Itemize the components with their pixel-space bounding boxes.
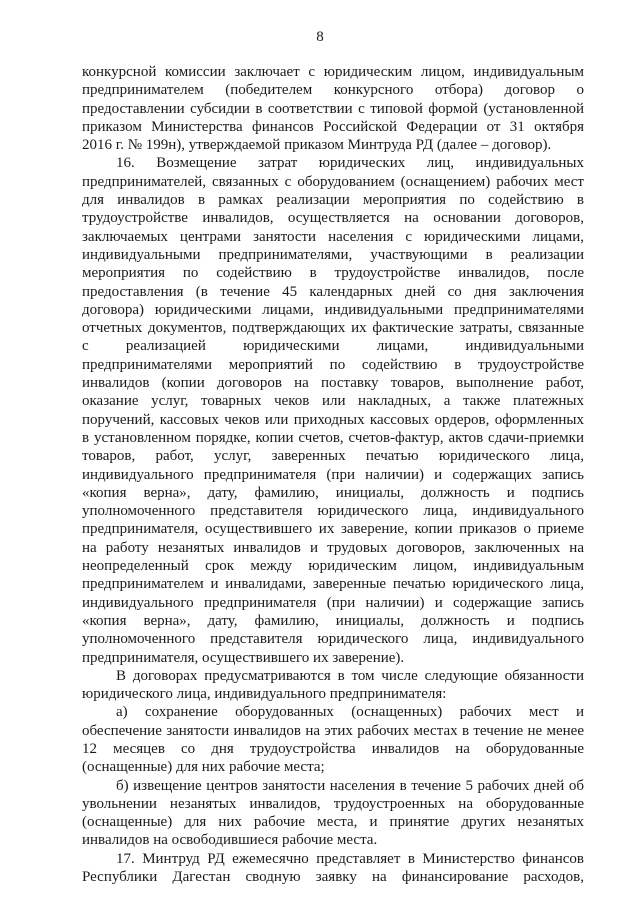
text-line: 16. Возмещение затрат юридических лиц, индивидуальных <box>116 155 584 172</box>
text-line: поручений, кассовых чеков или приходных кассовых ордеров, оформленных <box>82 411 584 428</box>
text-line: инвалидов (копии договоров на поставку товаров, выполнение работ, <box>82 375 584 392</box>
text-line: оказание услуг, товарных чеков или накладных, а также платежных <box>82 393 584 410</box>
text-line: индивидуальными предпринимателями, участвующими в реализации <box>82 246 584 263</box>
text-line: а) сохранение оборудованных (оснащенных) рабочих мест и <box>116 704 584 721</box>
text-line: неопределенный срок между юридическим лицом, индивидуальным <box>82 558 584 575</box>
text-line: В договорах предусматриваются в том числе следующие обязанности <box>116 667 584 684</box>
text-line: товаров, работ, услуг, заверенных печатью юридического лица, <box>82 448 584 465</box>
text-line: с реализацией юридическими лицами, индивидуальными <box>82 338 584 355</box>
text-line: предпринимателя, осуществившего их заверение, копии приказов о приеме <box>82 521 584 538</box>
text-line: предпринимателя, осуществившего их заверение). <box>82 649 405 666</box>
text-line: Республики Дагестан сводную заявку на финансирование расходов, <box>82 869 584 886</box>
text-line: для инвалидов в рамках реализации мероприятия по содействию в <box>82 192 584 209</box>
text-line: (оснащенные) для них рабочие места, и принятие других незанятых <box>82 814 584 831</box>
text-line: трудоустройстве инвалидов, осуществляется на основании договоров, <box>82 210 584 227</box>
text-line: конкурсной комиссии заключает с юридическим лицом, индивидуальным <box>82 64 584 80</box>
text-line: индивидуального предпринимателя (при наличии) и содержащих запись <box>82 466 584 483</box>
text-line: 2016 г. № 199н), утверждаемой приказом Минтруда РД (далее – договор). <box>82 137 552 154</box>
text-line: юридического лица, индивидуального предпринимателя: <box>82 686 447 703</box>
text-line: в установленном порядке, копии счетов, счетов-фактур, актов сдачи-приемки <box>82 429 584 446</box>
text-line: отчетных документов, подтверждающих их фактические затраты, связанные <box>82 320 584 337</box>
text-line: (оснащенные) для них рабочие места; <box>82 759 325 776</box>
text-line: уполномоченного представителя юридического лица, индивидуального <box>82 503 584 520</box>
text-line: приказом Министерства финансов Российской Федерации от 31 октября <box>82 118 584 135</box>
text-line: предпринимателей, связанных с оборудованием (оснащением) рабочих мест <box>82 173 584 190</box>
text-line: уполномоченного представителя юридического лица, индивидуального <box>82 631 584 648</box>
page-number: 8 <box>316 29 324 45</box>
text-line: «копия верна», дату, фамилию, инициалы, должность и подпись <box>82 484 584 501</box>
text-line: предпринимателем и инвалидами, заверенные печатью юридического лица, <box>82 576 584 593</box>
text-line: предпринимателями мероприятий по содействию в трудоустройстве <box>82 356 584 373</box>
text-line: увольнении незанятых инвалидов, трудоустроенных на оборудованные <box>82 795 584 812</box>
text-line: на работу незанятых инвалидов и трудовых договоров, заключенных на <box>82 539 584 556</box>
text-line: договора) юридическими лицами, индивидуальными предпринимателями <box>82 301 584 318</box>
text-line: инвалидов на освободившиеся рабочие места. <box>82 832 378 849</box>
text-line: индивидуального предпринимателя (при наличии) и содержащие запись <box>82 594 584 611</box>
text-line: обеспечение занятости инвалидов на этих рабочих местах в течение не менее <box>82 722 584 739</box>
document-body <box>82 63 584 886</box>
text-line: 17. Минтруд РД ежемесячно представляет в Министерство финансов <box>116 850 584 867</box>
text-line: «копия верна», дату, фамилию, инициалы, должность и подпись <box>82 612 584 629</box>
text-line: заключаемых центрами занятости населения с юридическими лицами, <box>82 228 584 245</box>
text-line: мероприятия по содействию в трудоустройстве инвалидов, после <box>82 265 584 282</box>
text-line: б) извещение центров занятости населения в течение 5 рабочих дней об <box>116 777 584 794</box>
text-line: предоставления (в течение 45 календарных дней со дня заключения <box>82 283 584 300</box>
text-line: предпринимателем (победителем конкурсного отбора) договор о <box>82 82 584 99</box>
text-line: предоставлении субсидии в соответствии с типовой формой (установленной <box>82 100 584 117</box>
text-line: 12 месяцев со дня трудоустройства инвалидов на оборудованные <box>82 740 584 757</box>
